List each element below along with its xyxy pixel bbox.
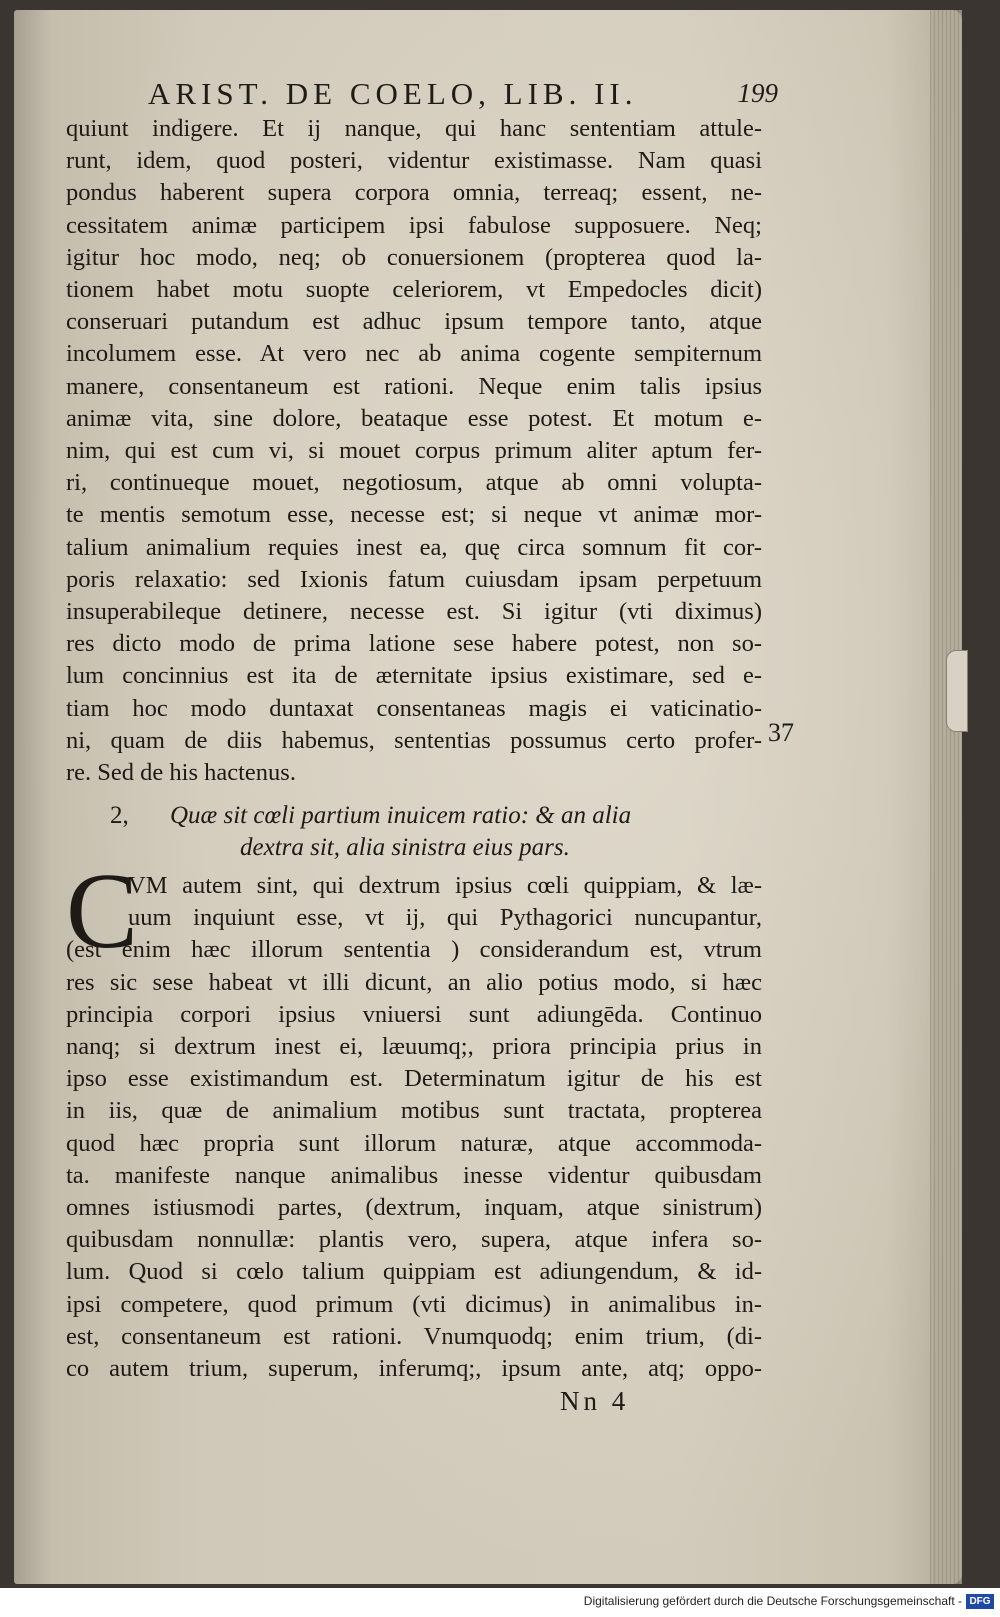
text-line: re. Sed de his hactenus. [66, 759, 296, 787]
text-line: runt, idem, quod posteri, videntur existimasse. Nam quasi [66, 147, 762, 175]
text-line: nim, qui est cum vi, si mouet corpus primum aliter aptum fer- [66, 437, 762, 465]
text-line: (est enim hæc illorum sententia ) considerandum est, vtrum [66, 936, 762, 964]
text-line: quod hæc propria sunt illorum naturæ, atque accommoda- [66, 1129, 762, 1157]
chapter-title-line-2: dextra sit, alia sinistra eius pars. [240, 834, 570, 861]
text-line: in iis, quæ de animalium motibus sunt tractata, propterea [66, 1097, 762, 1125]
text-line: quiunt indigere. Et ij nanque, qui hanc sententiam attule- [66, 115, 762, 142]
text-line: ri, continueque mouet, negotiosum, atque ab omni volupta- [66, 469, 762, 497]
drop-capital: C [66, 852, 139, 971]
text-line: igitur hoc modo, neq; ob conuersionem (propterea quod la- [66, 243, 762, 271]
running-head [148, 76, 778, 116]
text-line: ni, quam de diis habemus, sententias possumus certo profer- [66, 726, 762, 754]
dfg-logo: DFG [966, 1594, 994, 1609]
text-line: omnes istiusmodi partes, (dextrum, inquam, atque sinistrum) [66, 1194, 762, 1222]
running-head-title: ARIST. DE COELO, LIB. II. [148, 76, 638, 111]
text-line: ipsi competere, quod primum (vti dicimus) in animalibus in- [66, 1290, 762, 1318]
text-line: cessitatem animæ participem ipsi fabulose supposuere. Neq; [66, 211, 762, 239]
text-line: pondus haberent supera corpora omnia, terreaq; essent, ne- [66, 179, 762, 207]
chapter-title-line-1: Quæ sit cœli partium inuicem ratio: & an alia [170, 802, 632, 829]
text-line: ipso esse existimandum est. Determinatum igitur de his est [66, 1065, 762, 1093]
text-line: incolumem esse. At vero nec ab anima cogente sempiternum [66, 340, 762, 368]
text-line: est, consentaneum est rationi. Vnumquodq; enim trium, (di- [66, 1322, 762, 1350]
text-line: insuperabileque detinere, necesse est. Si igitur (vti diximus) [66, 598, 762, 626]
footer-bar [0, 1588, 1000, 1617]
text-line: tiam hoc modo duntaxat consentaneas magis ei vaticinatio- [66, 694, 762, 722]
text-line: principia corpori ipsius vniuersi sunt adiungēda. Continuo [66, 1000, 762, 1028]
text-line: res sic sese habeat vt illi dicunt, an alio potius modo, si hæc [66, 968, 762, 996]
page-edge-stack [930, 10, 962, 1584]
paragraph-2 [66, 870, 762, 1385]
text-line: co autem trium, superum, inferumq;, ipsum ante, atq; oppo- [66, 1355, 762, 1383]
margin-number: 37 [768, 718, 794, 747]
paragraph-1 [66, 113, 762, 789]
text-line: poris relaxatio: sed Ixionis fatum cuiusdam ipsam perpetuum [66, 565, 762, 593]
text-line: ta. manifeste nanque animalibus inesse videntur quibusdam [66, 1161, 762, 1189]
text-line: te mentis semotum esse, necesse est; si neque vt animæ mor- [66, 501, 762, 529]
text-line: tionem habet motu suopte celeriorem, vt Empedocles dicit) [66, 276, 762, 304]
page-tab-marker [946, 650, 968, 732]
text-line: animæ vita, sine dolore, beataque esse potest. Et motum e- [66, 404, 762, 432]
text-line: conseruari putandum est adhuc ipsum tempore tanto, atque [66, 308, 762, 336]
page-number: 199 [737, 78, 778, 108]
footer-credit: Digitalisierung gefördert durch die Deutsche Forschungsgemeinschaft - [583, 1594, 962, 1608]
text-line: nanq; si dextrum inest ei, læuumq;, priora principia prius in [66, 1033, 762, 1061]
text-line: VM autem sint, qui dextrum ipsius cœli quippiam, & læ- [128, 872, 762, 899]
chapter-number: 2, [110, 802, 129, 829]
text-line: manere, consentaneum est rationi. Neque enim talis ipsius [66, 372, 762, 400]
text-line: lum. Quod si cœlo talium quippiam est adiungendum, & id- [66, 1258, 762, 1286]
signature-mark: Nn 4 [560, 1386, 630, 1416]
text-line: res dicto modo de prima latione sese habere potest, non so- [66, 630, 762, 658]
text-line: uum inquiunt esse, vt ij, qui Pythagorici nuncupantur, [128, 904, 762, 932]
text-line: lum concinnius est ita de æternitate ipsius existimare, sed e- [66, 662, 762, 690]
text-line: quibusdam nonnullæ: plantis vero, supera, atque infera so- [66, 1226, 762, 1254]
text-line: talium animalium requies inest ea, quę circa somnum fit cor- [66, 533, 762, 561]
